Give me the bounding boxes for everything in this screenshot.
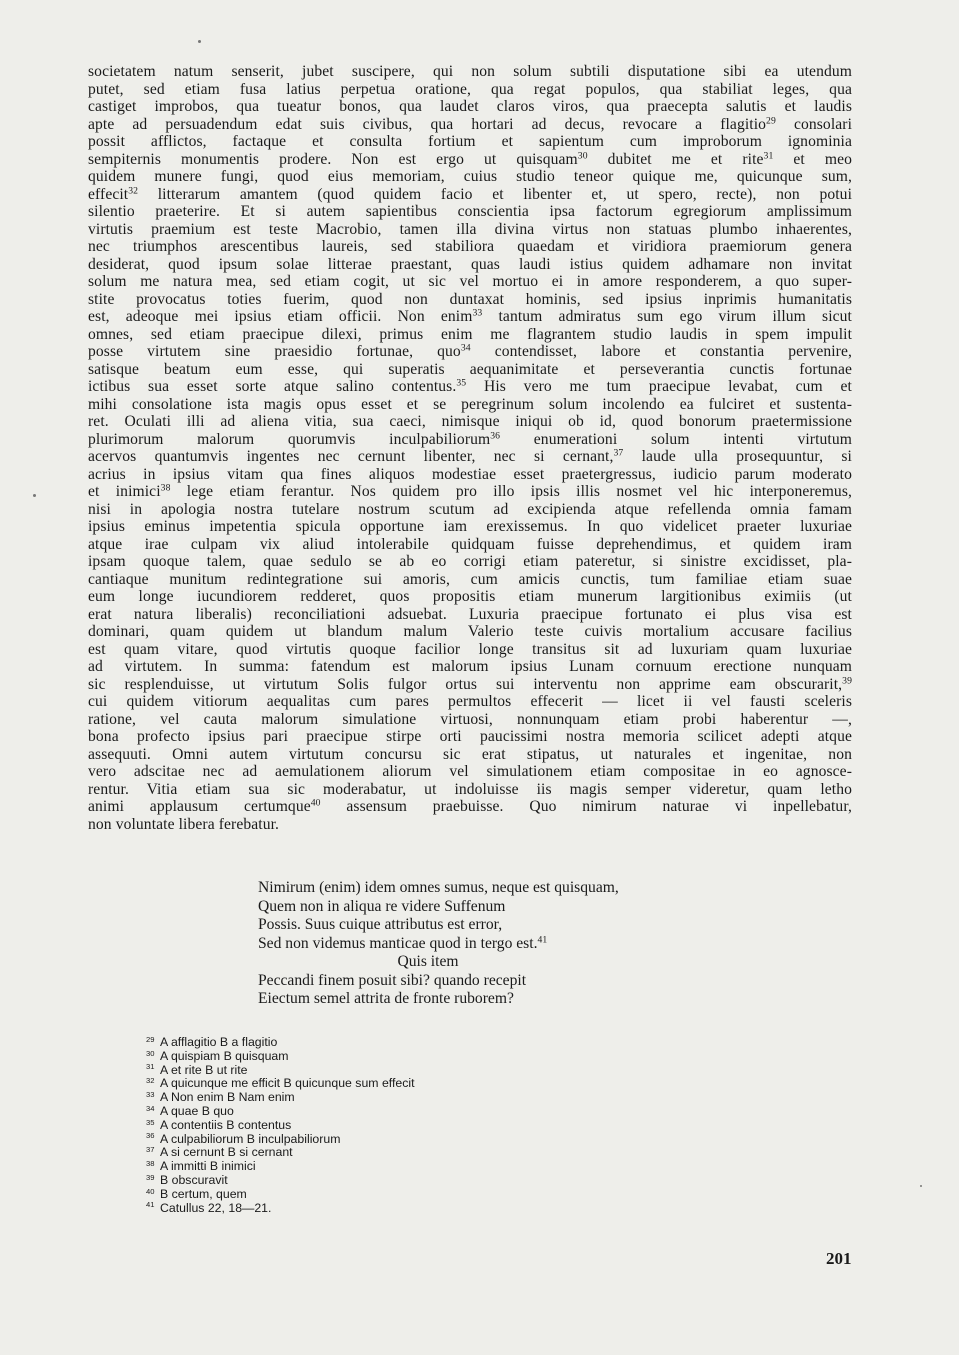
text-run: virtutis praemium est teste Macrobio, tamen illa divina virtus non statuas plumbo inhaerentes,: [88, 220, 852, 238]
footnote-ref: 33: [472, 307, 483, 319]
text-line: [88, 378, 852, 396]
text-run: eum longe iucundiorem redderet, quos propositis etiam munerum largitionibus eximiis (ut: [88, 588, 852, 605]
text-run: nec triumphos arescentibus laureis, sed stabiliora quaedam et viridiora praemiorum genera: [88, 238, 852, 255]
footnote-text: A quicunque me efficit B quicunque sum effecit: [160, 1076, 415, 1091]
text-run: Quem non in aliqua re videre Suffenum: [258, 897, 506, 915]
footnotes: [146, 1036, 566, 1215]
text-line: [88, 763, 852, 781]
text-line: [88, 536, 852, 554]
footnote: $^{35}$ A contentiis B contentus: [146, 1117, 292, 1132]
verse-line: [258, 935, 678, 954]
verse-line: [258, 879, 678, 898]
paper-speck: [920, 1185, 922, 1187]
page-number: 201: [826, 1249, 852, 1268]
text-run: animi applausum certumque: [88, 798, 311, 815]
footnote-text: B certum, quem: [160, 1186, 247, 1201]
footnote-ref: 36: [490, 430, 501, 442]
verse-quotation: [258, 879, 678, 1009]
text-line: [88, 571, 852, 589]
footnote-ref: 31: [763, 150, 774, 162]
text-run: societatem natum senserit, jubet suscipere, qui non solum subtili disputatione sibi ea utendum: [88, 63, 852, 80]
text-line: [88, 133, 852, 151]
text-run: omnes, sed etiam praecipue dilexi, primus enim me flagrantem studio laudis in spem impulit: [88, 325, 852, 343]
text-run: Nimirum (enim) idem omnes sumus, neque est quisquam,: [258, 879, 619, 896]
text-line: [88, 658, 852, 676]
footnote-text: A quae B quo: [160, 1103, 234, 1118]
text-line: [88, 676, 852, 694]
verse-line: [258, 898, 678, 917]
text-line: [88, 623, 852, 641]
footnote-ref: 29: [766, 115, 776, 127]
verse-line: [258, 972, 678, 991]
text-line: [88, 798, 852, 816]
text-run: bona profecto ipsius pari praecipue stirpe orti paucissimi nostra memoria scilicet adepti atque: [88, 728, 852, 745]
text-line: [88, 63, 852, 81]
text-line: [88, 518, 852, 536]
text-line: [88, 186, 852, 204]
text-line: [88, 746, 852, 764]
footnote: $^{31}$ A et rite B ut rite: [146, 1062, 248, 1077]
text-run: atque irae culpam vix aliud intolerabile quidquam fuisse deprehendimus, et quidem iram: [88, 535, 852, 553]
text-line: [88, 466, 852, 484]
text-line: [88, 98, 852, 116]
text-run: cui quidem vitiorum aequalitas cum pares permultos effecerit — licet ii vel fausti sceleris: [88, 693, 852, 710]
text-line: [88, 326, 852, 344]
footnote: $^{30}$ A quispiam B quisquam: [146, 1048, 289, 1063]
text-line: [88, 641, 852, 659]
footnote: $^{39}$ B obscuravit: [146, 1172, 228, 1187]
text-run: acervos quantumvis ingentes nec cernunt libenter, nec si cernant,: [88, 448, 614, 465]
text-line: [88, 203, 852, 221]
verse-line: [258, 953, 678, 972]
text-run: enumerationi solum intenti virtutum: [500, 430, 852, 448]
footnote-text: A afflagitio B a flagitio: [160, 1035, 278, 1049]
text-run: contendisset, labore et constantia pervenire,: [470, 343, 852, 360]
text-run: plurimorum malorum quorumvis inculpabiliorum: [88, 430, 491, 448]
text-run: ipsius eminus impetentia spicula opportune iam erexissemus. In quo videlicet praeter luxuriae: [88, 518, 852, 535]
text-run: est quam vitare, quod virtutis quoque facilior longe transitus sit ad luxuriam quam luxuriae: [88, 640, 852, 658]
text-run: Possis. Suus cuique attributus est error,: [258, 916, 503, 933]
text-run: sempiternis monumentis prodere. Non est ergo ut quisquam: [88, 150, 578, 168]
footnote-ref: 37: [613, 447, 624, 459]
footnote-text: A Non enim B Nam enim: [160, 1090, 295, 1105]
text-run: vero adscitae nec ad aemulationem aliorum vel simulationem etiam compositae in eo agnosce-: [88, 763, 852, 780]
text-line: [88, 448, 852, 466]
text-run: acrius in ipsius vitam qua fines aliquos modestiae esset praetergressus, iudicio parum moderato: [88, 465, 852, 483]
paper-speck: [33, 494, 36, 497]
text-line: [88, 116, 852, 134]
text-line: [88, 483, 852, 501]
text-line: [88, 553, 852, 571]
text-run: stite provocatus toties fuerim, quod non duntaxat hominis, sed ipsius inprimis humanitatis: [88, 290, 852, 308]
text-run: castiget improbos, qua tueatur bonos, qua laudet claros viros, qua praecepta salutis et laudis: [88, 98, 852, 115]
text-run: satisque beatum eum esse, qui superatis aequanimitate et perseverantia cunctis fortunae: [88, 360, 852, 378]
text-line: [88, 256, 852, 274]
footnote-ref: 35: [456, 377, 467, 389]
footnote-text: A contentiis B contentus: [160, 1117, 292, 1132]
verse-line: [258, 916, 678, 935]
text-line: [88, 343, 852, 361]
text-run: possit afflictos, factaque et consulta fortium et sapientum cum improborum ignominia: [88, 133, 852, 150]
text-line: [88, 728, 852, 746]
text-run: rentur. Vitia etiam sua sic moderabatur, ut indoluisse iis magis semper videretur, quam letho: [88, 780, 852, 798]
text-run: Eiectum semel attrita de fronte ruborem?: [258, 990, 514, 1007]
text-run: Sed non videmus manticae quod in tergo est.: [258, 934, 538, 952]
text-run: dominari, quam quidem ut blandum malum Valerio teste cuivis mortalium accusare facilius: [88, 623, 852, 640]
text-run: mihi consolatione ista magis opus esset et se peregrinum solum incolendo ea fulciret et sustenta-: [88, 395, 852, 413]
text-run: et meo: [773, 150, 852, 168]
text-line: [88, 151, 852, 169]
text-line: [88, 588, 852, 606]
text-line: [88, 816, 852, 834]
footnote-ref: 30: [577, 150, 588, 162]
text-run: putet, sed etiam fusa latius perpetua oratione, qua regat populos, qua stabiliat leges, qua: [88, 80, 852, 98]
footnote-text: A si cernunt B si cernant: [160, 1145, 293, 1160]
footnote-ref: 39: [842, 675, 852, 687]
body-text: [88, 63, 852, 833]
text-run: ratione, vel cauta malorum simulatione virtuosi, nonnunquam etiam probi haberentur —,: [88, 710, 852, 728]
footnote: $^{36}$ A culpabiliorum B inculpabiliorum: [146, 1131, 341, 1146]
footnote-text: Catullus 22, 18—21.: [160, 1200, 272, 1215]
text-line: [88, 221, 852, 239]
text-line: [88, 168, 852, 186]
footnote-ref: 41: [537, 934, 548, 946]
text-run: litterarum amantem (quod quidem facio et libenter et, ut spero, recte), non potui: [138, 185, 852, 203]
text-run: ret. Oculati illi ad aliena vitia, sua caeci, nimisque iniqui ob id, quod bonorum praetermissione: [88, 413, 852, 430]
text-line: [88, 413, 852, 431]
text-run: non voluntate libera ferebatur.: [88, 815, 280, 833]
text-run: cantiaque munitum redintegratione sui amoris, cum amicis cunctis, tum familiae etiam suae: [88, 570, 852, 588]
text-run: ictibus sua esset sorte atque salino contentus.: [88, 378, 457, 395]
text-run: Quis item: [397, 953, 459, 970]
text-run: quidem munere fungi, quod eius memoriam, cuius studio teneor quique me, quicunque sum,: [88, 168, 852, 185]
text-run: et inimici: [88, 483, 161, 500]
footnote: $^{41}$ Catullus 22, 18—21.: [146, 1200, 272, 1215]
text-line: [88, 81, 852, 99]
text-run: laude ulla prosequuntur, si: [623, 448, 852, 465]
text-run: assequuti. Omni autem virtutum concursu sic erat stipatus, ut naturales et ingenitae, non: [88, 745, 852, 763]
text-line: [88, 273, 852, 291]
text-line: [88, 361, 852, 379]
text-line: [88, 291, 852, 309]
text-run: ad virtutem. In summa: fatendum est malorum ipsius Lunam cornuum erectione nunquam: [88, 658, 852, 675]
verse-line: [258, 990, 678, 1009]
footnote-ref: 38: [160, 482, 171, 494]
footnote-ref: 34: [460, 342, 471, 354]
footnote-ref: 40: [310, 797, 321, 809]
text-line: [88, 501, 852, 519]
text-line: [88, 711, 852, 729]
paper-speck: [198, 40, 201, 43]
footnote: $^{32}$ A quicunque me efficit B quicunque sum effecit: [146, 1076, 415, 1091]
footnote-ref: 32: [128, 185, 139, 197]
footnote-text: A culpabiliorum B inculpabiliorum: [160, 1131, 341, 1146]
text-run: tantum admiratus sum ego virum illum sicut: [482, 308, 852, 325]
footnote-text: B obscuravit: [160, 1172, 228, 1187]
text-run: silentio praeterire. Et si autem sapientibus conscientia ipsa factorum egregiorum amplissimum: [88, 203, 852, 220]
text-run: consolari: [775, 115, 853, 133]
text-run: assensum praebuisse. Quo nimirum naturae vi inpellebatur,: [320, 798, 852, 815]
footnote: $^{34}$ A quae B quo: [146, 1103, 234, 1118]
footnote-text: A immitti B inimici: [160, 1159, 256, 1174]
footnote: $^{37}$ A si cernunt B si cernant: [146, 1145, 293, 1160]
text-run: effecit: [88, 185, 129, 203]
text-run: sic resplenduisse, ut virtutum Solis fulgor ortus sui interventu non apprime eam obscurarit,: [88, 675, 843, 693]
text-run: ipsam quoque talem, quae sedulo se ab eo corrigi etiam pateretur, si sinistre excidisset, pla-: [88, 553, 852, 570]
text-run: Peccandi finem posuit sibi? quando recepit: [258, 971, 527, 989]
text-line: [88, 606, 852, 624]
text-line: [88, 308, 852, 326]
footnote: $^{29}$ A afflagitio B a flagitio: [146, 1034, 278, 1049]
text-line: [88, 238, 852, 256]
footnote: $^{38}$ A immitti B inimici: [146, 1158, 256, 1174]
text-run: dubitet me et rite: [587, 150, 764, 168]
text-run: nisi in apologia nostra tutelare nostrum scutum ad excipienda atque refellenda omnia famam: [88, 500, 852, 518]
text-line: [88, 693, 852, 711]
text-run: apte ad persuadendum edat suis civibus, qua hortari ad decus, revocare a flagitio: [88, 115, 767, 133]
footnote-text: A et rite B ut rite: [160, 1062, 248, 1077]
text-line: [88, 431, 852, 449]
text-line: [88, 781, 852, 799]
footnote: $^{40}$ B certum, quem: [146, 1186, 247, 1201]
text-run: His vero me tum praecipue levabat, cum et: [466, 378, 852, 395]
text-run: lege etiam ferantur. Nos quidem pro illo ipsis illis nosmet vel hic interponeremus,: [170, 483, 852, 500]
footnote: $^{33}$ A Non enim B Nam enim: [146, 1090, 295, 1105]
footnote-text: A quispiam B quisquam: [160, 1048, 289, 1063]
text-line: [88, 396, 852, 414]
text-run: erat natura liberalis) reconciliationi adsuebat. Luxuria praecipue fortunato ei plus visa est: [88, 605, 852, 623]
text-run: solum me natura mea, sed etiam cogit, ut sic vel mortuo ei in amore responderem, a quo super-: [88, 273, 852, 290]
text-run: posse virtutem sine praesidio fortunae, quo: [88, 343, 461, 360]
text-run: est, adeoque mei ipsius etiam officii. Non enim: [88, 308, 473, 325]
text-run: desiderat, quod ipsum solae litterae praestant, quas laudi istius quidem adhamare non invitat: [88, 255, 852, 273]
